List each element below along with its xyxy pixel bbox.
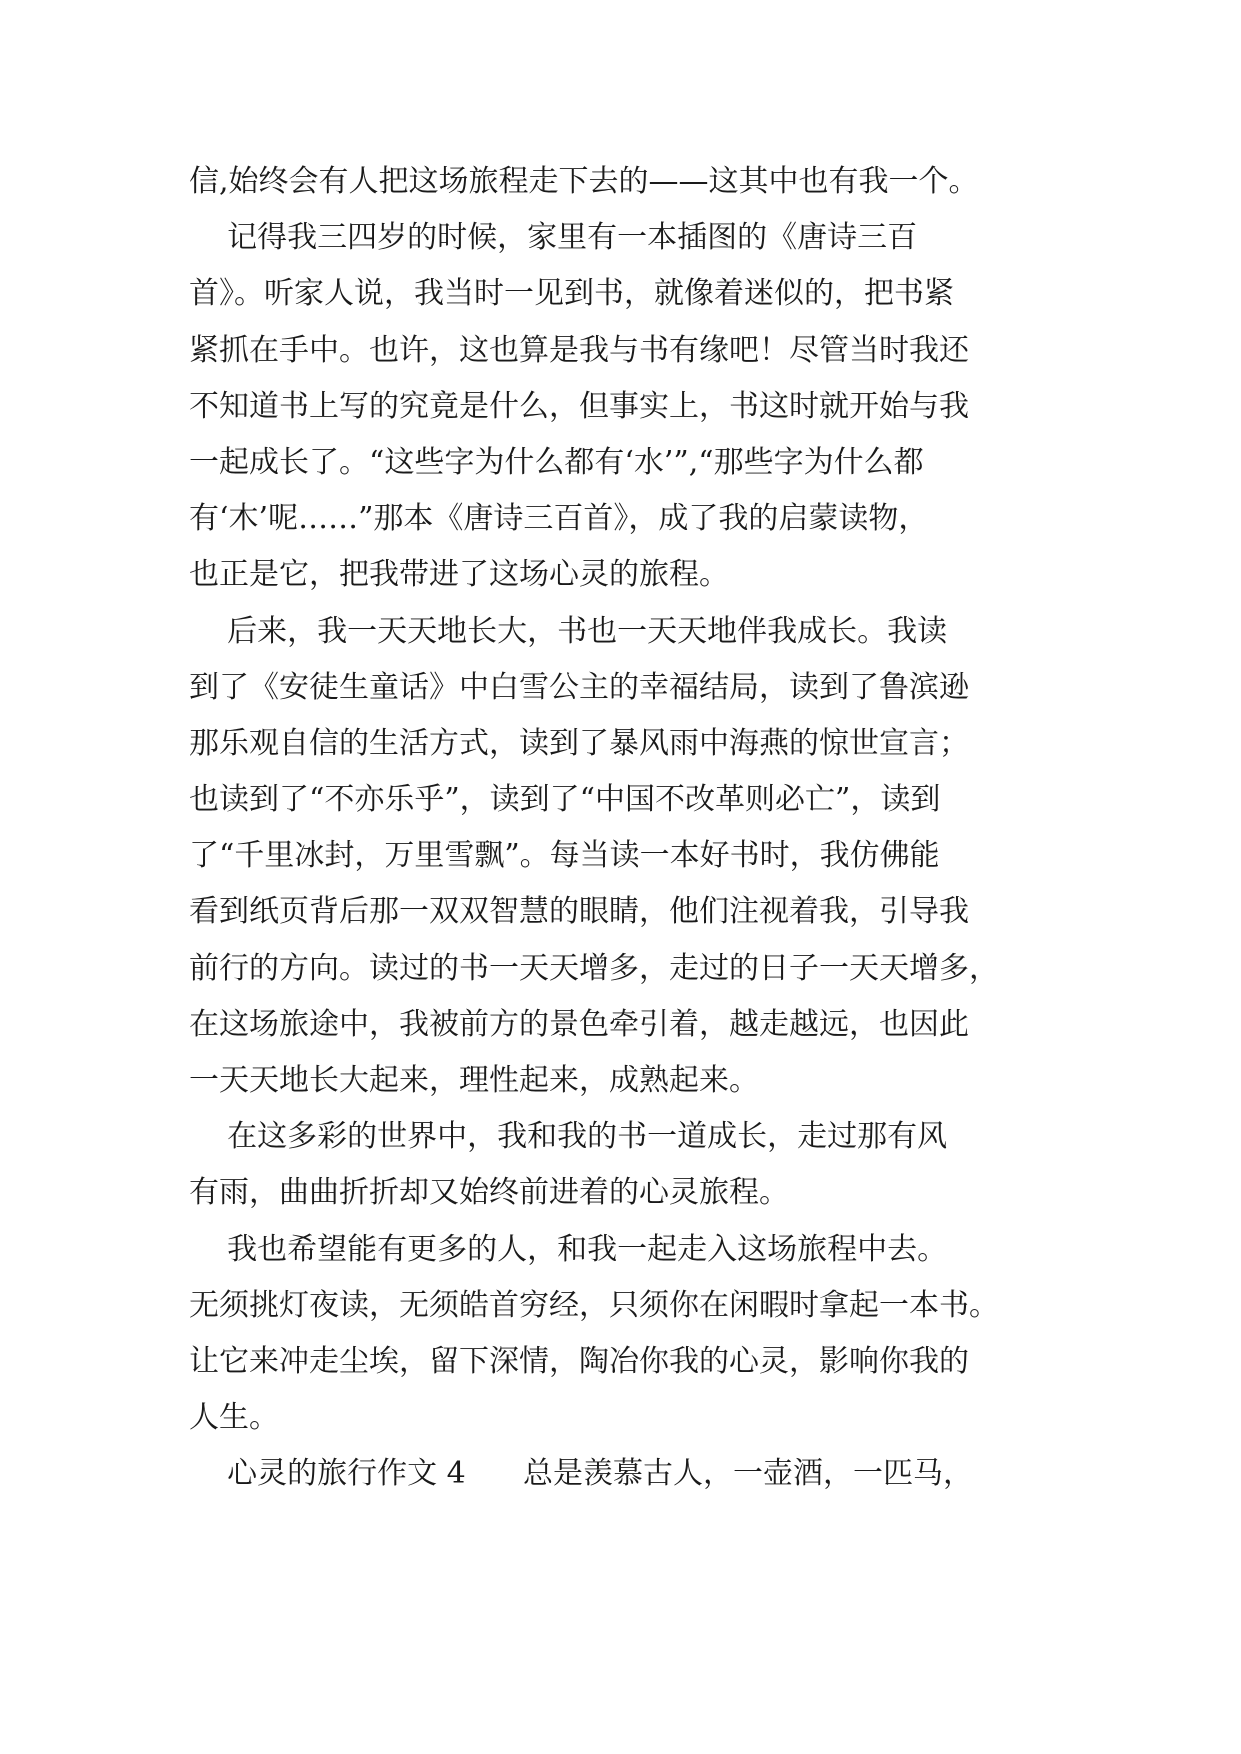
essay-body bbox=[189, 154, 1089, 1503]
text-line: 无须挑灯夜读，无须皓首穷经，只须你在闲暇时拿起一本书。 bbox=[189, 1287, 999, 1323]
text-line: 了“千里冰封，万里雪飘”。每当读一本好书时，我仿佛能 bbox=[189, 838, 940, 874]
text-line: 有雨，曲曲折折却又始终前进着的心灵旅程。 bbox=[189, 1175, 789, 1211]
text-line: 前行的方向。读过的书一天天增多，走过的日子一天天增多， bbox=[189, 950, 999, 986]
text-line: 首》。听家人说，我当时一见到书，就像着迷似的，把书紧 bbox=[189, 276, 954, 312]
text-line: 那乐观自信的生活方式，读到了暴风雨中海燕的惊世宣言； bbox=[189, 725, 969, 761]
text-line: 不知道书上写的究竟是什么，但事实上，书这时就开始与我 bbox=[189, 388, 969, 424]
text-line: 在这场旅途中，我被前方的景色牵引着，越走越远，也因此 bbox=[189, 1006, 969, 1042]
text-line: 让它来冲走尘埃，留下深情，陶冶你我的心灵，影响你我的 bbox=[189, 1343, 969, 1379]
text-line: 到了《安徒生童话》中白雪公主的幸福结局，读到了鲁滨逊 bbox=[189, 669, 969, 705]
text-line: 也正是它，把我带进了这场心灵的旅程。 bbox=[189, 557, 729, 593]
text-line: 看到纸页背后那一双双智慧的眼睛，他们注视着我，引导我 bbox=[189, 894, 969, 930]
text-line: 我也希望能有更多的人，和我一起走入这场旅程中去。 bbox=[189, 1231, 948, 1267]
text-line: 在这多彩的世界中，我和我的书一道成长，走过那有风 bbox=[189, 1119, 948, 1155]
text-line: 后来，我一天天地长大，书也一天天地伴我成长。我读 bbox=[189, 613, 948, 649]
text-line: 记得我三四岁的时候，家里有一本插图的《唐诗三百 bbox=[189, 220, 918, 256]
text-line: 一起成长了。“这些字为什么都有‘水’”,“那些字为什么都 bbox=[189, 444, 924, 480]
text-line: 人生。 bbox=[189, 1400, 279, 1436]
text-line: 心灵的旅行作文 4 总是羡慕古人，一壶酒，一匹马， bbox=[189, 1456, 973, 1492]
text-line: 有‘木’呢……”那本《唐诗三百首》，成了我的启蒙读物， bbox=[189, 501, 929, 537]
text-line: 紧抓在手中。也许，这也算是我与书有缘吧！尽管当时我还 bbox=[189, 332, 969, 368]
text-line: 信,始终会有人把这场旅程走下去的——这其中也有我一个。 bbox=[189, 164, 979, 199]
text-line: 也读到了“不亦乐乎”，读到了“中国不改革则必亡”，读到 bbox=[189, 782, 941, 818]
text-line: 一天天地长大起来，理性起来，成熟起来。 bbox=[189, 1063, 759, 1098]
